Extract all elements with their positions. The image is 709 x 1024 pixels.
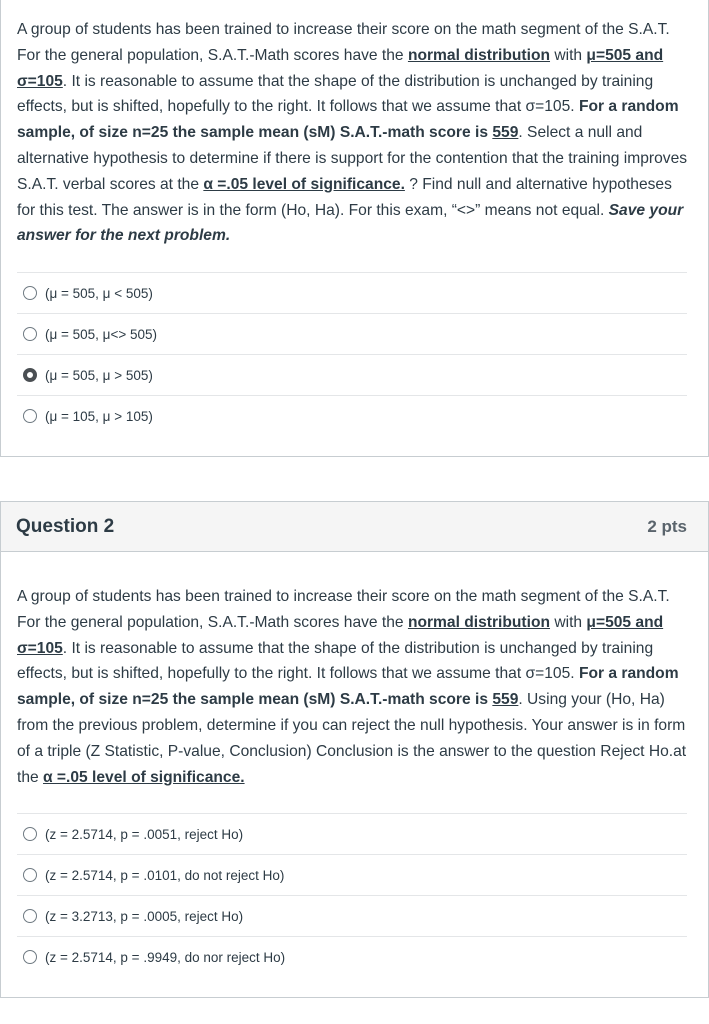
answer-label: (z = 2.5714, p = .0051, reject Ho)	[45, 826, 244, 842]
save-instruction: Save your answer for the next problem.	[17, 201, 684, 245]
question-2-text	[17, 584, 689, 790]
score-value: 559	[492, 124, 519, 142]
question-text-part: A group of students has been trained to increase their score on the math segment of the S.A.T. For the general population, S.A.T.-Math scores have the	[17, 588, 670, 631]
question-2-answers	[17, 813, 687, 977]
radio-button[interactable]	[23, 868, 37, 882]
question-header	[1, 502, 708, 552]
mu-sigma-link[interactable]: μ=505 and σ=105	[17, 613, 664, 657]
answer-option[interactable]	[17, 813, 687, 854]
question-text-part: A group of students has been trained to increase their score on the math segment of the S.A.T. For the general population, S.A.T.-Math scores have the	[17, 21, 670, 64]
answer-option[interactable]	[17, 854, 687, 895]
radio-button[interactable]	[23, 286, 37, 300]
question-text-part: . Using your (Ho, Ha) from the previous problem, determine if you can reject the null hypothesis. Your answer is in form of a triple (Z Statistic, P-value, Conclusion) Conclusion is the answer to the question Reject Ho.at the	[17, 691, 687, 786]
answer-label: (z = 2.5714, p = .9949, do nor reject Ho)	[45, 949, 286, 965]
mu-sigma-link[interactable]: μ=505 and σ=105	[17, 46, 664, 90]
normal-distribution-link[interactable]: normal distribution	[407, 613, 551, 631]
answer-option[interactable]	[17, 936, 687, 977]
answer-label: (z = 2.5714, p = .0101, do not reject Ho)	[45, 867, 285, 883]
sample-text: For a random sample, of size n=25 the sample mean (sM) S.A.T.-math score is	[17, 98, 679, 142]
answer-label: (μ = 105, μ > 105)	[45, 408, 153, 424]
normal-distribution-link[interactable]: normal distribution	[407, 46, 551, 64]
answer-option[interactable]	[17, 313, 687, 354]
sample-text: For a random sample, of size n=25 the sample mean (sM) S.A.T.-math score is	[17, 665, 679, 709]
question-points: 2 pts	[647, 516, 687, 536]
answer-option[interactable]	[17, 272, 687, 313]
radio-button[interactable]	[23, 909, 37, 923]
radio-button[interactable]	[23, 950, 37, 964]
answer-label: (z = 3.2713, p = .0005, reject Ho)	[45, 908, 244, 924]
question-1-answers	[17, 272, 687, 436]
answer-label: (μ = 505, μ<> 505)	[45, 326, 158, 342]
question-text-part: . It is reasonable to assume that the shape of the distribution is unchanged by training effects, but is shifted, hopefully to the right. It follows that we assume that σ=105.	[17, 72, 654, 116]
radio-button[interactable]	[23, 327, 37, 341]
radio-button-selected[interactable]	[23, 368, 37, 382]
radio-button[interactable]	[23, 409, 37, 423]
radio-button[interactable]	[23, 827, 37, 841]
question-text-part: with	[550, 46, 587, 64]
question-1-card	[0, 0, 709, 457]
answer-option[interactable]	[17, 895, 687, 936]
significance-link[interactable]: α =.05 level of significance.	[43, 768, 245, 786]
question-title: Question 2	[16, 515, 115, 537]
answer-label: (μ = 505, μ > 505)	[45, 367, 153, 383]
question-2-card	[0, 501, 709, 998]
question-text-part: ? Find null and alternative hypotheses for this test. The answer is in the form (Ho, Ha). For this exam, “<>” means not equal.	[17, 175, 672, 219]
answer-option[interactable]	[17, 395, 687, 436]
question-1-text	[17, 17, 689, 249]
answer-label: (μ = 505, μ < 505)	[45, 285, 153, 301]
question-text-part: with	[550, 613, 587, 631]
question-text-part: . Select a null and alternative hypothesis to determine if there is support for the contention that the training improves S.A.T. verbal scores at the	[17, 124, 688, 193]
significance-link[interactable]: α =.05 level of significance.	[203, 175, 405, 193]
score-value: 559	[492, 691, 519, 709]
question-text-part: . It is reasonable to assume that the shape of the distribution is unchanged by training effects, but is shifted, hopefully to the right. It follows that we assume that σ=105.	[17, 639, 654, 683]
answer-option-selected[interactable]	[17, 354, 687, 395]
